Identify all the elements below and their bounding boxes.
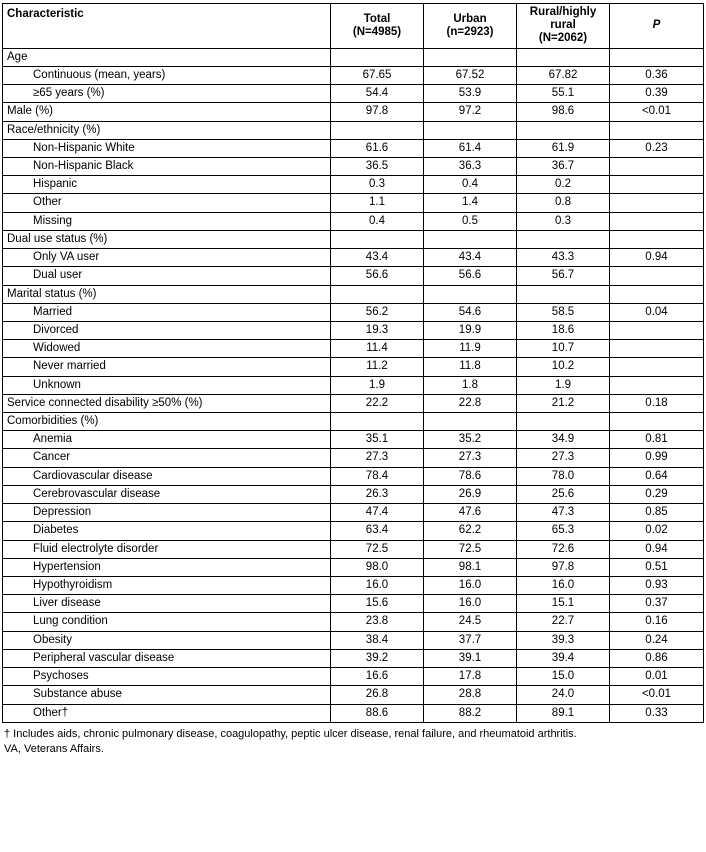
cell-total: 61.6	[331, 139, 424, 157]
cell-total: 15.6	[331, 595, 424, 613]
table-row	[3, 577, 704, 595]
cell-p	[610, 157, 704, 175]
row-label: Anemia	[3, 431, 331, 449]
row-label: Unknown	[3, 376, 331, 394]
cell-urban: 88.2	[424, 704, 517, 722]
cell-p: 0.33	[610, 704, 704, 722]
cell-urban: 35.2	[424, 431, 517, 449]
table-row	[3, 85, 704, 103]
row-label: Widowed	[3, 340, 331, 358]
cell-urban: 1.8	[424, 376, 517, 394]
row-label: Substance abuse	[3, 686, 331, 704]
cell-p	[610, 48, 704, 66]
cell-urban: 27.3	[424, 449, 517, 467]
cell-urban: 28.8	[424, 686, 517, 704]
cell-rural: 34.9	[517, 431, 610, 449]
row-label: Hypothyroidism	[3, 577, 331, 595]
table-row	[3, 540, 704, 558]
cell-rural: 47.3	[517, 504, 610, 522]
cell-rural: 98.6	[517, 103, 610, 121]
column-header-total	[331, 4, 424, 49]
header-row	[3, 4, 704, 49]
cell-total: 11.4	[331, 340, 424, 358]
table-row	[3, 413, 704, 431]
table-row	[3, 394, 704, 412]
row-label: ≥65 years (%)	[3, 85, 331, 103]
cell-p	[610, 212, 704, 230]
cell-urban: 61.4	[424, 139, 517, 157]
cell-rural: 15.0	[517, 668, 610, 686]
row-label: Cerebrovascular disease	[3, 485, 331, 503]
table-row	[3, 467, 704, 485]
cell-p: 0.18	[610, 394, 704, 412]
cell-total: 63.4	[331, 522, 424, 540]
row-label: Liver disease	[3, 595, 331, 613]
row-label: Race/ethnicity (%)	[3, 121, 331, 139]
cell-total: 26.8	[331, 686, 424, 704]
row-label: Lung condition	[3, 613, 331, 631]
cell-total	[331, 413, 424, 431]
cell-p: 0.04	[610, 303, 704, 321]
cell-rural: 22.7	[517, 613, 610, 631]
table-row	[3, 376, 704, 394]
table-row	[3, 631, 704, 649]
table-row	[3, 212, 704, 230]
row-label: Marital status (%)	[3, 285, 331, 303]
table-page	[0, 3, 706, 756]
cell-rural: 0.8	[517, 194, 610, 212]
cell-p: 0.24	[610, 631, 704, 649]
cell-rural: 21.2	[517, 394, 610, 412]
cell-total: 22.2	[331, 394, 424, 412]
row-label: Dual use status (%)	[3, 230, 331, 248]
cell-p: 0.99	[610, 449, 704, 467]
cell-p: 0.29	[610, 485, 704, 503]
cell-p: 0.23	[610, 139, 704, 157]
cell-p	[610, 376, 704, 394]
table-row	[3, 358, 704, 376]
cell-p: 0.36	[610, 66, 704, 84]
row-label: Comorbidities (%)	[3, 413, 331, 431]
row-label: Depression	[3, 504, 331, 522]
row-label: Psychoses	[3, 668, 331, 686]
cell-total	[331, 230, 424, 248]
cell-rural: 1.9	[517, 376, 610, 394]
cell-rural: 27.3	[517, 449, 610, 467]
table-row	[3, 704, 704, 722]
cell-total: 27.3	[331, 449, 424, 467]
cell-rural: 43.3	[517, 249, 610, 267]
header-sublabel: (n=2923)	[446, 25, 494, 38]
cell-urban: 36.3	[424, 157, 517, 175]
header-label: Characteristic	[7, 8, 84, 20]
row-label: Missing	[3, 212, 331, 230]
row-label: Married	[3, 303, 331, 321]
cell-total: 72.5	[331, 540, 424, 558]
cell-urban	[424, 121, 517, 139]
cell-total: 19.3	[331, 321, 424, 339]
cell-rural: 24.0	[517, 686, 610, 704]
row-label: Other†	[3, 704, 331, 722]
cell-urban: 11.8	[424, 358, 517, 376]
cell-p: 0.64	[610, 467, 704, 485]
header-sublabel: (N=2062)	[538, 32, 588, 45]
cell-rural: 10.7	[517, 340, 610, 358]
cell-total: 23.8	[331, 613, 424, 631]
cell-rural: 16.0	[517, 577, 610, 595]
table-row	[3, 48, 704, 66]
row-label: Never married	[3, 358, 331, 376]
cell-urban: 0.4	[424, 176, 517, 194]
cell-p: 0.85	[610, 504, 704, 522]
cell-p: 0.16	[610, 613, 704, 631]
cell-total	[331, 48, 424, 66]
cell-total: 1.1	[331, 194, 424, 212]
cell-urban: 43.4	[424, 249, 517, 267]
table-row	[3, 686, 704, 704]
cell-rural	[517, 230, 610, 248]
table-row	[3, 66, 704, 84]
footnote-dagger: † Includes aids, chronic pulmonary disease, coagulopathy, peptic ulcer disease, renal failure, and rheumatoid arthritis.	[4, 727, 577, 740]
table-row	[3, 194, 704, 212]
cell-rural: 0.3	[517, 212, 610, 230]
cell-urban: 0.5	[424, 212, 517, 230]
cell-total: 88.6	[331, 704, 424, 722]
table-row	[3, 121, 704, 139]
cell-urban: 37.7	[424, 631, 517, 649]
table-row	[3, 613, 704, 631]
cell-total: 97.8	[331, 103, 424, 121]
column-header-urban	[424, 4, 517, 49]
table-row	[3, 595, 704, 613]
table-row	[3, 485, 704, 503]
cell-urban: 97.2	[424, 103, 517, 121]
cell-urban: 16.0	[424, 577, 517, 595]
table-row	[3, 558, 704, 576]
cell-urban	[424, 285, 517, 303]
cell-total: 16.0	[331, 577, 424, 595]
cell-p	[610, 176, 704, 194]
cell-rural: 56.7	[517, 267, 610, 285]
cell-urban: 17.8	[424, 668, 517, 686]
table-row	[3, 285, 704, 303]
cell-p: 0.81	[610, 431, 704, 449]
row-label: Continuous (mean, years)	[3, 66, 331, 84]
cell-total: 78.4	[331, 467, 424, 485]
cell-total: 26.3	[331, 485, 424, 503]
row-label: Diabetes	[3, 522, 331, 540]
header-label: Rural/highly rural	[529, 6, 597, 32]
cell-p: 0.01	[610, 668, 704, 686]
cell-p	[610, 340, 704, 358]
footnote-abbrev: VA, Veterans Affairs.	[4, 742, 104, 755]
row-label: Peripheral vascular disease	[3, 649, 331, 667]
cell-rural: 10.2	[517, 358, 610, 376]
header-label: Urban	[453, 12, 487, 25]
cell-p: 0.37	[610, 595, 704, 613]
table-row	[3, 522, 704, 540]
cell-urban: 39.1	[424, 649, 517, 667]
cell-total	[331, 285, 424, 303]
row-label: Other	[3, 194, 331, 212]
table-row	[3, 340, 704, 358]
table-row	[3, 449, 704, 467]
cell-urban: 53.9	[424, 85, 517, 103]
cell-rural: 39.3	[517, 631, 610, 649]
cell-total: 67.65	[331, 66, 424, 84]
cell-urban: 72.5	[424, 540, 517, 558]
cell-rural: 67.82	[517, 66, 610, 84]
cell-urban: 67.52	[424, 66, 517, 84]
column-header-rural	[517, 4, 610, 49]
header-label: P	[652, 19, 661, 32]
cell-total: 0.3	[331, 176, 424, 194]
cell-total: 47.4	[331, 504, 424, 522]
table-row	[3, 176, 704, 194]
table-row	[3, 504, 704, 522]
row-label: Service connected disability ≥50% (%)	[3, 394, 331, 412]
cell-rural: 0.2	[517, 176, 610, 194]
cell-urban: 98.1	[424, 558, 517, 576]
cell-p: 0.94	[610, 540, 704, 558]
table-row	[3, 139, 704, 157]
cell-total: 39.2	[331, 649, 424, 667]
cell-urban	[424, 413, 517, 431]
table-row	[3, 157, 704, 175]
header-label: Total	[363, 12, 391, 25]
cell-rural: 25.6	[517, 485, 610, 503]
row-label: Non-Hispanic White	[3, 139, 331, 157]
cell-urban: 24.5	[424, 613, 517, 631]
cell-p: <0.01	[610, 103, 704, 121]
cell-p	[610, 230, 704, 248]
cell-total: 56.6	[331, 267, 424, 285]
cell-p: 0.02	[610, 522, 704, 540]
cell-urban: 56.6	[424, 267, 517, 285]
table-row	[3, 103, 704, 121]
cell-rural: 58.5	[517, 303, 610, 321]
table-row	[3, 321, 704, 339]
cell-rural: 18.6	[517, 321, 610, 339]
row-label: Male (%)	[3, 103, 331, 121]
cell-urban: 47.6	[424, 504, 517, 522]
cell-total: 1.9	[331, 376, 424, 394]
row-label: Fluid electrolyte disorder	[3, 540, 331, 558]
cell-total: 36.5	[331, 157, 424, 175]
cell-total: 43.4	[331, 249, 424, 267]
cell-total: 35.1	[331, 431, 424, 449]
table-row	[3, 303, 704, 321]
row-label: Cardiovascular disease	[3, 467, 331, 485]
cell-p	[610, 121, 704, 139]
row-label: Age	[3, 48, 331, 66]
row-label: Hispanic	[3, 176, 331, 194]
table-row	[3, 230, 704, 248]
cell-p	[610, 321, 704, 339]
cell-urban: 19.9	[424, 321, 517, 339]
row-label: Cancer	[3, 449, 331, 467]
cell-total: 56.2	[331, 303, 424, 321]
cell-urban: 78.6	[424, 467, 517, 485]
cell-urban: 26.9	[424, 485, 517, 503]
cell-rural	[517, 413, 610, 431]
cell-urban: 11.9	[424, 340, 517, 358]
cell-total: 0.4	[331, 212, 424, 230]
cell-rural: 89.1	[517, 704, 610, 722]
cell-rural: 97.8	[517, 558, 610, 576]
cell-total: 11.2	[331, 358, 424, 376]
cell-p: 0.39	[610, 85, 704, 103]
cell-p	[610, 267, 704, 285]
cell-rural	[517, 48, 610, 66]
cell-urban	[424, 230, 517, 248]
footnotes	[4, 727, 704, 757]
cell-p: 0.94	[610, 249, 704, 267]
cell-rural: 72.6	[517, 540, 610, 558]
cell-rural: 78.0	[517, 467, 610, 485]
row-label: Non-Hispanic Black	[3, 157, 331, 175]
cell-rural	[517, 121, 610, 139]
cell-urban	[424, 48, 517, 66]
cell-total: 16.6	[331, 668, 424, 686]
table-row	[3, 267, 704, 285]
table-row	[3, 249, 704, 267]
characteristics-table	[2, 3, 704, 723]
cell-urban: 54.6	[424, 303, 517, 321]
cell-rural: 61.9	[517, 139, 610, 157]
cell-rural: 36.7	[517, 157, 610, 175]
cell-p	[610, 194, 704, 212]
cell-rural: 65.3	[517, 522, 610, 540]
cell-rural: 15.1	[517, 595, 610, 613]
column-header-characteristic	[3, 4, 331, 49]
table-row	[3, 668, 704, 686]
cell-total	[331, 121, 424, 139]
cell-urban: 16.0	[424, 595, 517, 613]
row-label: Only VA user	[3, 249, 331, 267]
cell-p: 0.86	[610, 649, 704, 667]
cell-rural	[517, 285, 610, 303]
row-label: Dual user	[3, 267, 331, 285]
cell-p: <0.01	[610, 686, 704, 704]
cell-p	[610, 413, 704, 431]
row-label: Hypertension	[3, 558, 331, 576]
column-header-p	[610, 4, 704, 49]
table-body	[3, 48, 704, 722]
cell-rural: 39.4	[517, 649, 610, 667]
cell-total: 98.0	[331, 558, 424, 576]
cell-p	[610, 358, 704, 376]
row-label: Divorced	[3, 321, 331, 339]
header-sublabel: (N=4985)	[352, 25, 402, 38]
cell-rural: 55.1	[517, 85, 610, 103]
cell-p	[610, 285, 704, 303]
cell-urban: 22.8	[424, 394, 517, 412]
row-label: Obesity	[3, 631, 331, 649]
table-row	[3, 431, 704, 449]
cell-p: 0.93	[610, 577, 704, 595]
table-header	[3, 4, 704, 49]
cell-urban: 62.2	[424, 522, 517, 540]
cell-total: 38.4	[331, 631, 424, 649]
cell-p: 0.51	[610, 558, 704, 576]
cell-urban: 1.4	[424, 194, 517, 212]
table-row	[3, 649, 704, 667]
cell-total: 54.4	[331, 85, 424, 103]
